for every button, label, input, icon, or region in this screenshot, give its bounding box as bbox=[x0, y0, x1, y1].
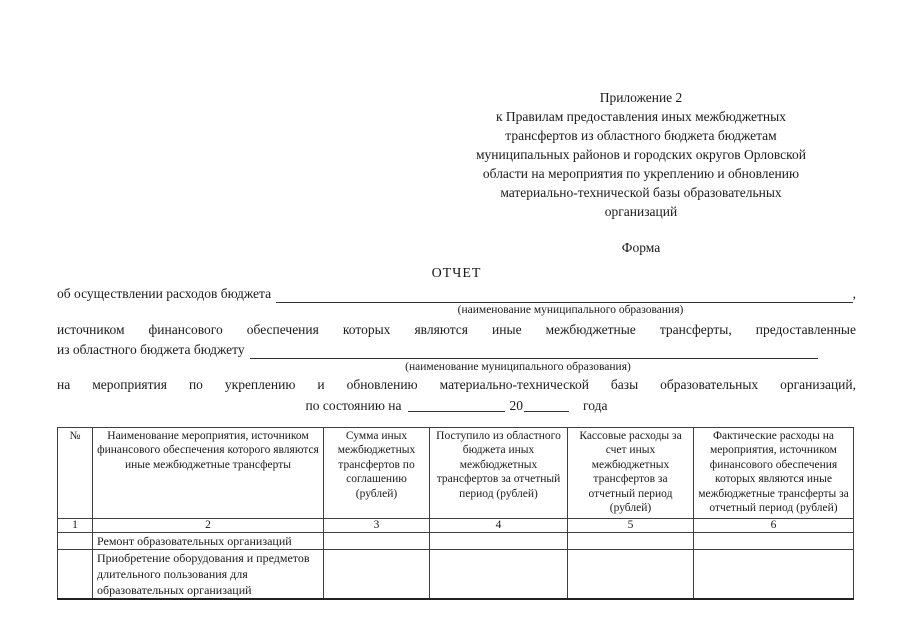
column-number-cell: 1 bbox=[58, 519, 93, 533]
table-cell bbox=[430, 550, 568, 600]
table-cell bbox=[430, 533, 568, 550]
municipality-fill-in-blank-2 bbox=[250, 344, 818, 359]
header-cell-number: № bbox=[58, 428, 93, 519]
column-number-cell: 2 bbox=[93, 519, 324, 533]
column-number-cell: 6 bbox=[694, 519, 854, 533]
appendix-line: к Правилам предоставления иных межбюджетных bbox=[496, 109, 786, 124]
date-fill-in-blank bbox=[408, 397, 505, 412]
appendix-line: области на мероприятия по укреплению и обновлению bbox=[482, 166, 800, 181]
table-row bbox=[58, 533, 854, 550]
century-prefix: 20 bbox=[509, 398, 524, 413]
table-cell-activity: Ремонт образовательных организаций bbox=[93, 533, 324, 550]
regional-budget-label: из областного бюджета бюджету bbox=[57, 342, 245, 357]
header-cell-cash-expenses: Кассовые расходы за счет иных межбюджетных трансфертов за отчетный период (рублей) bbox=[568, 428, 694, 519]
municipality-fill-in-blank bbox=[276, 288, 853, 303]
report-intro-line-1 bbox=[57, 285, 856, 303]
table-cell-activity: Приобретение оборудования и предметов длительного пользования для образовательных организаций bbox=[93, 550, 324, 600]
table-cell bbox=[324, 533, 430, 550]
header-cell-actual-expenses: Фактические расходы на мероприятия, источником финансового обеспечения которых являются иные межбюджетные трансферты за отчетный период (рублей) bbox=[694, 428, 854, 519]
header-cell-agreement-sum: Сумма иных межбюджетных трансфертов по соглашению (рублей) bbox=[324, 428, 430, 519]
appendix-line: материально-технической базы образовательных bbox=[500, 185, 782, 200]
column-number-row bbox=[58, 519, 854, 533]
table-cell bbox=[324, 550, 430, 600]
appendix-line: организаций bbox=[604, 204, 678, 219]
column-number-cell: 4 bbox=[430, 519, 568, 533]
table-cell bbox=[58, 550, 93, 600]
appendix-line: муниципальных районов и городских округов Орловской bbox=[476, 147, 806, 162]
table-row bbox=[58, 550, 854, 600]
report-table bbox=[57, 427, 854, 600]
as-of-date-line bbox=[57, 397, 856, 415]
appendix-line: Приложение 2 bbox=[599, 90, 683, 105]
report-intro-line-2: источником финансового обеспечения которых являются иные межбюджетные трансферты, предоставленные bbox=[57, 322, 856, 337]
column-number-cell: 3 bbox=[324, 519, 430, 533]
form-label: Форма bbox=[621, 240, 661, 255]
report-title: ОТЧЕТ bbox=[431, 266, 482, 281]
header-cell-activity-name: Наименование мероприятия, источником финансового обеспечения которого являются иные межбюджетные трансферты bbox=[93, 428, 324, 519]
budget-expense-label: об осуществлении расходов бюджета bbox=[57, 286, 272, 301]
table-cell bbox=[58, 533, 93, 550]
year-suffix: года bbox=[583, 398, 608, 413]
report-intro-line-4: на мероприятия по укреплению и обновлению материально-технической базы образовательных организаций, bbox=[57, 377, 856, 392]
comma: , bbox=[852, 286, 856, 301]
table-cell bbox=[568, 550, 694, 600]
year-fill-in-blank bbox=[524, 397, 569, 412]
appendix-block bbox=[391, 88, 891, 257]
municipality-field-caption: (наименование муниципального образования) bbox=[457, 304, 684, 316]
page-content bbox=[57, 0, 856, 600]
report-intro-line-3 bbox=[57, 341, 856, 359]
table-cell bbox=[694, 550, 854, 600]
table-header-row bbox=[58, 428, 854, 519]
as-of-prefix: по состоянию на bbox=[305, 398, 402, 413]
table-cell bbox=[568, 533, 694, 550]
appendix-line: трансфертов из областного бюджета бюджетам bbox=[505, 128, 777, 143]
municipality-field-caption-2: (наименование муниципального образования) bbox=[405, 361, 631, 373]
header-cell-received: Поступило из областного бюджета иных межбюджетных трансфертов за отчетный период (рублей) bbox=[430, 428, 568, 519]
column-number-cell: 5 bbox=[568, 519, 694, 533]
table-cell bbox=[694, 533, 854, 550]
